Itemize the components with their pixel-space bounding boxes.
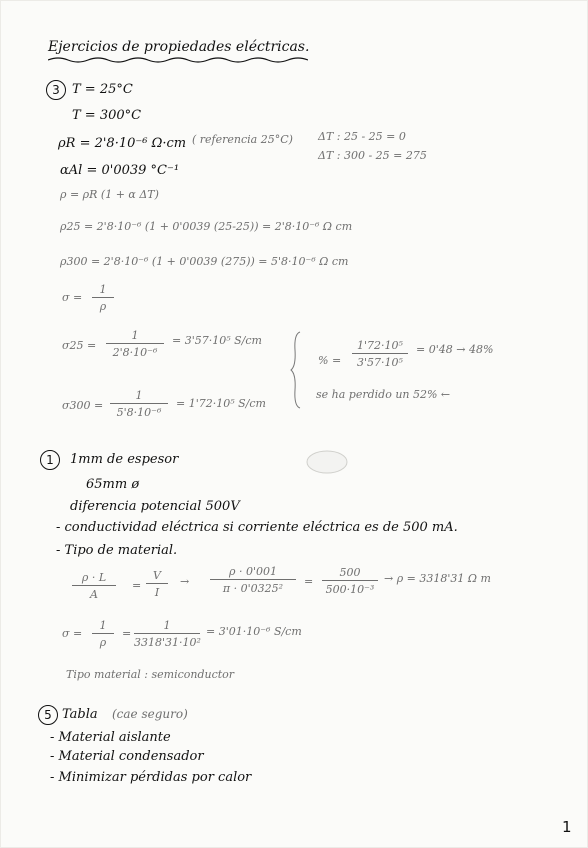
fraction-numerator: 500 [322,567,378,581]
fraction-denominator: 2'8·10⁻⁶ [112,346,158,359]
fraction-numerator: 1 [134,620,200,634]
fraction-numerator: 1 [92,284,114,298]
title-underline [48,56,308,66]
ex3-lost-note: se ha perdido un 52% ← [316,388,451,401]
ex1-voltage: diferencia potencial 500V [70,499,240,514]
fraction-denominator: A [90,588,98,601]
ex3-sigma-lhs: σ = [62,291,83,304]
fraction-denominator: 3318'31·10² [134,636,201,649]
fraction-denominator: ρ [99,636,107,649]
exercise-1-marker: 1 [40,450,60,470]
ex5-item-2: - Material condensador [50,749,204,764]
ex3-sigma-fraction [92,284,114,312]
page-number: 1 [562,818,572,836]
ex3-percent-result: = 0'48 → 48% [416,343,494,356]
fraction-numerator: ρ · L [72,572,116,586]
page-title: Ejercicios de propiedades eléctricas. [48,39,310,55]
ex3-temp-initial: T = 25°C [72,82,133,97]
exercise-3-marker: 3 [46,80,66,100]
ex3-delta-t1: ΔT : 25 - 25 = 0 [318,130,406,143]
ex3-rho-25: ρ25 = 2'8·10⁻⁶ (1 + 0'0039 (25-25)) = 2'8·10⁻⁶ Ω cm [60,220,353,233]
fraction-denominator: 5'8·10⁻⁶ [116,406,162,419]
ex3-temp-final: T = 300°C [72,108,142,123]
ex1-sigma-result: = 3'01·10⁻⁶ S/cm [206,625,302,638]
ex1-rho-result: → ρ = 3318'31 Ω m [384,572,491,585]
ex3-formula: ρ = ρR (1 + α ΔT) [60,188,159,201]
ex3-delta-t2: ΔT : 300 - 25 = 275 [318,149,427,162]
ex5-note: (cae seguro) [112,707,188,721]
fraction-numerator: V [146,570,168,584]
ex3-sigma25-lhs: σ25 = [62,339,97,352]
exercise-5-marker: 5 [38,705,58,725]
fraction-denominator: 500·10⁻³ [325,583,375,596]
ex1-material-type: Tipo material : semiconductor [66,668,235,681]
ex1-arrow: → [180,575,190,588]
ex3-sigma300-lhs: σ300 = [62,399,104,412]
ex1-diameter: 65mm ø [86,477,140,492]
fraction-numerator: ρ · 0'001 [210,566,296,580]
ex3-rho-300: ρ300 = 2'8·10⁻⁶ (1 + 0'0039 (275)) = 5'8·10⁻⁶ Ω cm [60,255,349,268]
fraction-numerator: 1 [110,390,168,404]
ex1-fraction-rhoL-A [72,572,116,600]
fraction-denominator: 3'57·10⁵ [357,356,403,369]
ex3-percent-fraction [352,340,408,368]
ex3-sigma25-result: = 3'57·10⁵ S/cm [172,334,262,347]
ex3-percent-lhs: % = [318,354,342,367]
ex1-equals: = [304,575,314,588]
fraction-denominator: π · 0'0325² [222,582,284,595]
ex3-sigma300-fraction [110,390,168,418]
ex1-thickness: 1mm de espesor [70,452,179,467]
ex3-brace [290,330,304,410]
ex1-sigma-fraction-1 [92,620,114,648]
ex1-question-material: - Tipo de material. [56,543,178,558]
fraction-numerator: 1 [106,330,164,344]
ex3-alpha: αAl = 0'0039 °C⁻¹ [60,163,180,178]
ex1-fraction-V-over-I [322,567,378,595]
ex3-sigma25-fraction [106,330,164,358]
fraction-denominator: ρ [99,300,107,313]
smudge-mark [304,448,350,476]
ex3-sigma300-result: = 1'72·10⁵ S/cm [176,397,266,410]
equals-sign: = [122,627,132,640]
ex1-sigma-lhs: σ = [62,627,83,640]
ex5-item-3: - Minimizar pérdidas por calor [50,770,252,785]
ex3-reference-note: ( referencia 25°C) [192,133,293,146]
ex1-fraction-substituted [210,566,296,594]
equals-sign: = [132,579,142,592]
ex5-item-1: - Material aislante [50,730,171,745]
ex3-rho-reference: ρR = 2'8·10⁻⁶ Ω·cm [58,136,187,151]
ex1-fraction-V-I [146,570,168,598]
ex1-sigma-fraction-2 [134,620,200,648]
fraction-denominator: I [154,586,160,599]
ex5-title: Tabla [62,707,98,722]
ex1-question-conductivity: - conductividad eléctrica si corriente eléctrica es de 500 mA. [56,520,458,535]
fraction-numerator: 1'72·10⁵ [352,340,408,354]
fraction-numerator: 1 [92,620,114,634]
